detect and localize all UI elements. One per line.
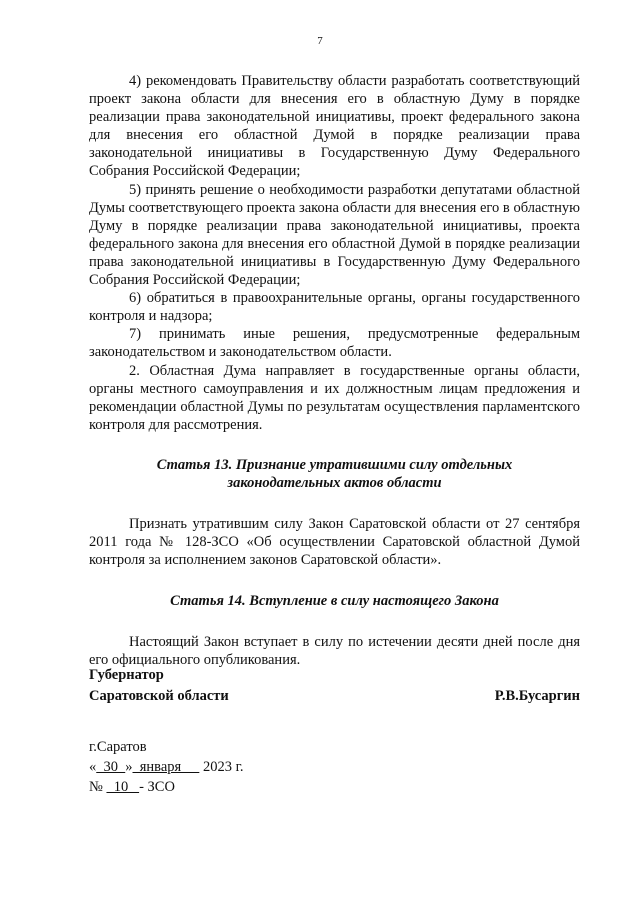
date-month: января (132, 759, 200, 775)
article-13-text: Признать утратившим силу Закон Саратовской области от 27 сентября 2011 года № 128-ЗСО «Об осуществлении Саратовской областной Думой контроля за исполнением законов Саратовской области». (89, 515, 580, 569)
document-body (89, 72, 580, 669)
signature-block (89, 665, 580, 707)
paragraph-item-6: 6) обратиться в правоохранительные органы, органы государственного контроля и надзора; (89, 290, 580, 325)
city: г.Саратов (89, 739, 147, 755)
signatory-position-line2: Саратовской области (89, 688, 229, 704)
law-number-value: 10 (106, 779, 140, 795)
law-number-suffix: - ЗСО (139, 779, 175, 795)
paragraph-item-7: 7) принимать иные решения, предусмотренные федеральным законодательством и законодательством области. (89, 326, 580, 361)
signing-date (89, 757, 244, 777)
place-and-date-block (89, 737, 244, 797)
law-number-prefix: № (89, 779, 107, 795)
signatory-position-line1: Губернатор (89, 667, 164, 683)
article-14-text: Настоящий Закон вступает в силу по истечении десяти дней после дня его официального опубликования. (89, 633, 580, 668)
paragraph-part-2: 2. Областная Дума направляет в государственные органы области, органы местного самоуправления и их должностным лицам предложения и рекомендации областной Думы по результатам осуществления парламентского контроля для рассмотрения. (89, 362, 580, 433)
article-13-title-line2: законодательных актов области (227, 475, 442, 492)
article-14-title: Статья 14. Вступление в силу настоящего Закона (170, 593, 499, 610)
article-13-title-line1: Статья 13. Признание утратившими силу отдельных (156, 456, 513, 473)
date-day: 30 (96, 759, 126, 775)
date-quote-open: « (89, 759, 97, 775)
paragraph-item-5: 5) принять решение о необходимости разработки депутатами областной Думы соответствующего проекта закона области для внесения его в областную Думу в порядке реализации права законодательной инициативы, проекта федерального закона для внесения его областной Думой в порядке реализации права законодательной инициативы в Государственную Думу Федерального Собрания Российской Федерации; (89, 181, 580, 289)
law-number (89, 777, 244, 797)
date-quote-close: » (125, 759, 133, 775)
article-13-title (89, 456, 580, 493)
page-number: 7 (317, 35, 323, 47)
date-year: 2023 г. (199, 759, 244, 775)
signatory-name: Р.В.Бусаргин (494, 688, 580, 704)
paragraph-item-4: 4) рекомендовать Правительству области разработать соответствующий проект закона области для внесения его в областную Думу в порядке реализации права законодательной инициативы, проект федерального закона для внесения его областной Думой в порядке реализации права законодательной инициативы в Государственную Думу Федерального Собрания Российской Федерации; (89, 73, 580, 180)
